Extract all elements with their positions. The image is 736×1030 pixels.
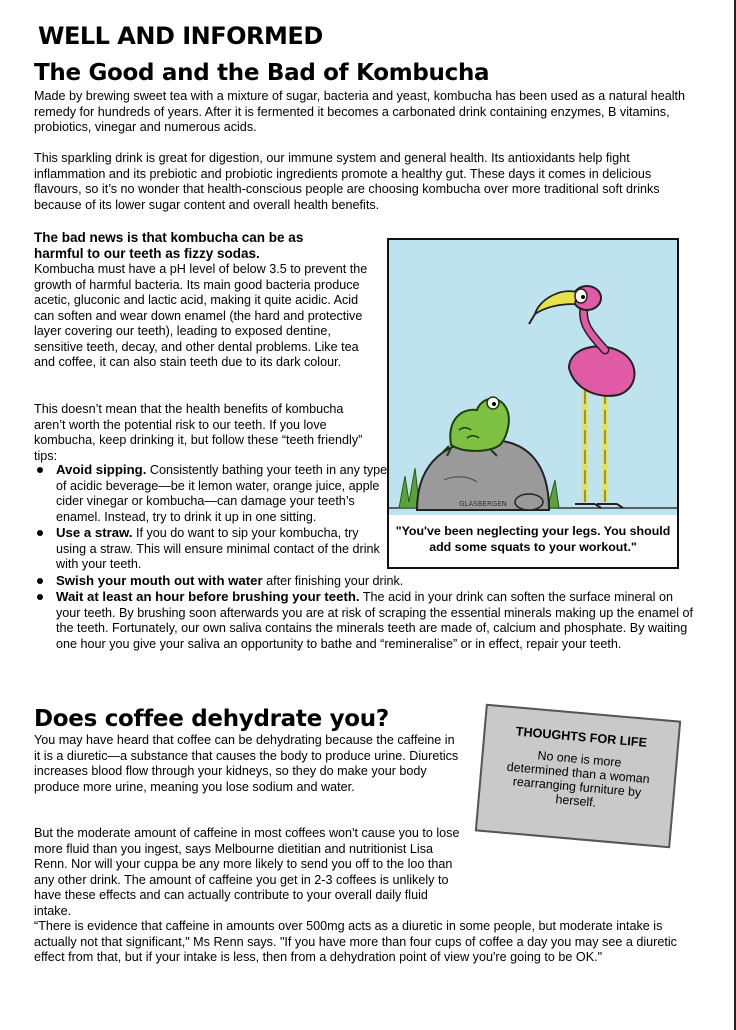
tip-text: Consistently bathing your teeth in any type of acidic beverage—be it lemon water, orange juice, apple cider vinegar or kombucha—can damage your teeth’s enamel. Instead, try to drink it up in one sitting. <box>56 463 388 524</box>
coffee-title: Does coffee dehydrate you? <box>34 706 389 732</box>
list-item <box>34 573 694 590</box>
section-label: WELL AND INFORMED <box>38 22 323 50</box>
kombucha-title: The Good and the Bad of Kombucha <box>34 60 490 86</box>
tip-text: after finishing your drink. <box>262 573 404 588</box>
tip-title: Use a straw. <box>56 525 133 540</box>
list-item <box>34 462 392 525</box>
tip-title: Wait at least an hour before brushing your teeth. <box>56 589 360 604</box>
tip-text: The acid in your drink can soften the surface mineral on your teeth. By brushing soon afterwards you are at risk of scraping the essential minerals making up the enamel of the teeth. Fortunately, our own saliva contains the minerals teeth are made of, calcium and phosphate. By waiting one hour you give your saliva an opportunity to bathe and “remineralise” or in effect, repair your teeth. <box>56 590 694 651</box>
list-item <box>34 525 392 573</box>
kombucha-benefits: This sparkling drink is great for digestion, our immune system and general health. Its antioxidants help fight inflammation and its prebiotic and probiotic ingredients promote a healthy gut. These days it comes in delicious flavours, so it’s no wonder that health-conscious people are choosing kombucha over more traditional soft drinks because of its lower sugar content and overall health benefits. <box>34 151 660 212</box>
thoughts-title: THOUGHTS FOR LIFE <box>515 724 648 750</box>
cartoon-panel <box>387 238 679 569</box>
coffee-p2: But the moderate amount of caffeine in most coffees won't cause you to lose more fluid than you ingest, says Melbourne dietitian and nutritionist Lisa Renn. Nor will your cuppa be any more likely to send you off to the loo than any other drink. The amount of caffeine you get in 2-3 coffees is unlikely to have these effects and can actually contribute to your overall daily fluid intake. <box>34 826 460 918</box>
tip-title: Avoid sipping. <box>56 462 147 477</box>
bad-news-body: Kombucha must have a pH level of below 3.5 to prevent the growth of harmful bacteria. Its main good bacteria produce acetic, gluconic and lactic acid, making it quite acidic. Acid can soften and wear down enamel (the hard and protective layer covering our teeth), leading to exposed dentine, sensitive teeth, decay, and other dental problems. Like tea and coffee, it can also stain teeth due to its dark colour. <box>34 262 368 369</box>
list-item <box>34 589 694 652</box>
tips-intro: This doesn’t mean that the health benefits of kombucha aren’t worth the potential risk to our teeth. If you love kombucha, keep drinking it, but follow these “teeth friendly” tips: <box>34 402 363 463</box>
cartoon-caption: "You've been neglecting your legs. You should add some squats to your workout." <box>395 524 671 554</box>
cartoon-signature: GLASBERGEN <box>459 500 507 508</box>
cartoon-illustration <box>389 240 677 567</box>
thoughts-body: No one is more determined than a woman rearranging furniture by herself. <box>506 748 651 810</box>
kombucha-intro: Made by brewing sweet tea with a mixture of sugar, bacteria and yeast, kombucha has been used as a natural health remedy for hundreds of years. After it is fermented it becomes a carbonated drink containing enzymes, B vitamins, probiotics, vinegar and numerous acids. <box>34 89 686 134</box>
thoughts-for-life-note <box>475 704 681 849</box>
tip-title: Swish your mouth out with water <box>56 572 263 588</box>
tip-text: If you do want to sip your kombucha, try using a straw. This will ensure minimal contact of the drink with your teeth. <box>56 526 380 571</box>
bad-news-heading: The bad news is that kombucha can be as harmful to our teeth as fizzy sodas. <box>34 230 304 261</box>
coffee-p1: You may have heard that coffee can be dehydrating because the caffeine in it is a diuretic—a substance that causes the body to produce urine. Diuretics increases blood flow through your kidneys, so they do make your body produce more urine, meaning you lose sodium and water. <box>34 733 459 794</box>
coffee-p3: “There is evidence that caffeine in amounts over 500mg acts as a diuretic in some people, but moderate intake is actually not that significant," Ms Renn says. "If you have more than four cups of coffee a day you may see a diuretic effect from that, but if your intake is less, then from a dehydration point of view you're going to be OK." <box>34 919 677 964</box>
